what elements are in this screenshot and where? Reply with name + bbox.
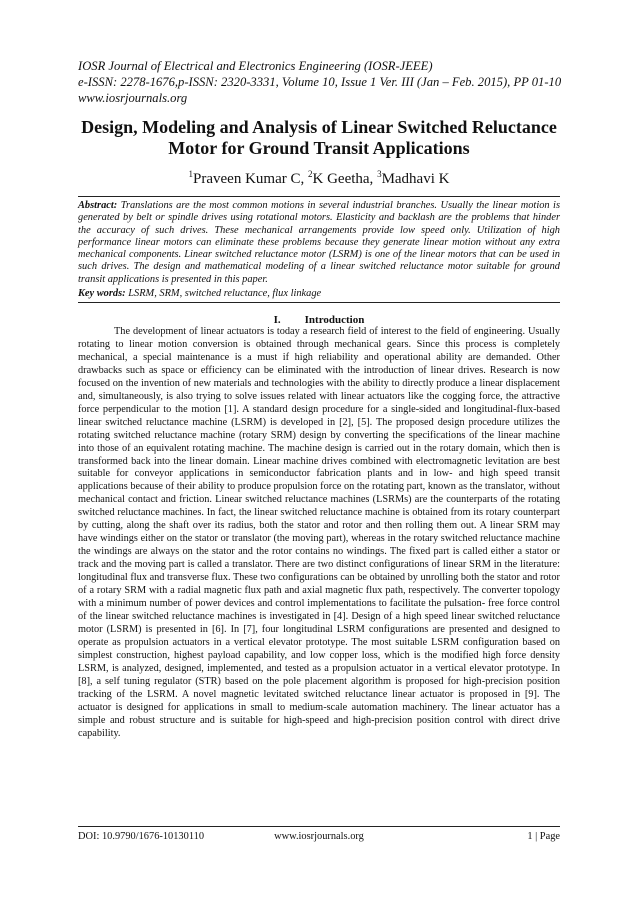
top-divider [78, 196, 560, 197]
footer-page-number: 1 | Page [527, 831, 560, 842]
author-affiliation-mark: 3 [377, 169, 382, 179]
journal-website[interactable]: www.iosrjournals.org [78, 91, 188, 105]
journal-name: IOSR Journal of Electrical and Electronics Engineering (IOSR-JEEE) [78, 59, 433, 73]
abstract-label: Abstract: [78, 200, 118, 211]
keywords-label: Key words: [78, 288, 126, 299]
abstract [78, 200, 560, 286]
introduction-paragraph: The development of linear actuators is today a research field of interest to the field of engineering. Usually rotating to linear motion conversion is obtained through mechanical gears. Since this process is completely mechanical, a special maintenance is a must if high reliability and operational ability are demanded. Other drawbacks such as space or efficiency can be eliminated with the introduction of linear drives. Research is now focused on the invention of new materials and technologies with the ability to directly produce a linear displacement and, simultaneously, is also trying to solve issues related with linear actuators like the cogging force, the attractive force perpendicular to the motion [1]. A standard design procedure for a single-sided and longitudinal-flux-based linear switched reluctance machine (LSRM) is developed in [2], [5]. The proposed design procedure utilizes the rotating switched reluctance machine (rotary SRM) design by converting the specifications of the linear machine into those of an equivalent rotating machine. The machine design is carried out in the rotary domain, which then is transformed back into the linear domain. Linear machine drives combined with electromagnetic levitation are best suitable for conveyor applications in semiconductor fabrication plants and in low- and high speed transit applications because of their ability to produce propulsion force on the rotating part, known as the translator, without mechanical contact and friction. Linear switched reluctance machines (LSRMs) are the counterparts of the rotating switched reluctance machines. In fact, the linear switched reluctance machine is obtained from its rotary counterpart by cutting, along the shaft over its radius, both the stator and rotor and then rolling them out. A linear SRM may have windings either on the stator or translator (the moving part), whereas in the rotary switched reluctance machine the windings are always on the stator and the rotor contains no windings. The fixed part is called either a stator or track and the moving part is called a translator. There are two distinct configurations of linear SRM in the literature: longitudinal flux and transverse flux. These two configurations can be obtained by unrolling both the stator and rotor of a rotary SRM with a radial magnetic flux path and axial magnetic flux path, respectively. The converter topology with a minimum number of power devices and control implementations to facilitate the pulsation- free force control of the linear switched reluctance machines is investigated in [4]. Design of a high speed linear switched reluctance motor (LSRM) is presented in [6]. In [7], four longitudinal LSRM configurations are presented and designed to operate as propulsion actuators in a vertical elevator prototype. The most suitable LSRM configuration based on simplest construction, highest payload capability, and low copper loss, which is the modified high force density LSRM, is analyzed, designed, implemented, and tested as a propulsion actuator in a vertical elevator prototype. In [8], a self tuning regulator (STR) based on the pole placement algorithm is proposed for high-precision position tracking of the LSRM. A novel magnetic levitated switched reluctance linear actuator is proposed in [9]. The actuator is designed for applications in small to medium-scale automation machinery. The linear actuator has a simple and robust structure and is suitable for high-speed and high-precision position control with direct drive capability. [78, 326, 560, 739]
author-name: Madhavi K [381, 171, 450, 187]
introduction-body [78, 326, 560, 741]
section-number: I. [273, 314, 281, 326]
author-name: K Geetha, [312, 171, 378, 187]
journal-header [78, 58, 578, 106]
keywords [78, 287, 560, 300]
title-line-1: Design, Modeling and Analysis of Linear Switched Reluctance [81, 117, 557, 137]
footer-divider [78, 826, 560, 827]
abstract-text: Translations are the most common motions in several industrial branches. Usually the linear motion is generated by belt or spindle drives using rotational motors. Elasticity and backlash are the problems that hinder the accuracy of such drives. These mechanical arrangements provide low speed only. Utilization of high performance linear motors can eliminate these problems because they generate linear motion without any extra mechanical components. Linear switched reluctance motor (LSRM) is one of the linear motors that can be used in such drives. The design and mathematical modeling of a linear switched reluctance motor suitable for ground transit applications is presented in this paper. [78, 200, 560, 285]
author-list [60, 164, 578, 189]
paper-title [60, 117, 578, 159]
author-affiliation-mark: 1 [188, 169, 194, 179]
bottom-divider [78, 302, 560, 303]
footer-website[interactable]: www.iosrjournals.org [274, 831, 364, 842]
section-heading [78, 313, 560, 327]
section-title: Introduction [304, 314, 365, 326]
footer-doi: DOI: 10.9790/1676-10130110 [78, 831, 205, 842]
issn-line: e-ISSN: 2278-1676,p-ISSN: 2320-3331, Volume 10, Issue 1 Ver. III (Jan – Feb. 2015), PP 01-10 [78, 75, 562, 89]
author-affiliation-mark: 2 [308, 169, 313, 179]
author-name: Praveen Kumar C, [193, 171, 308, 187]
title-line-2: Motor for Ground Transit Applications [168, 138, 470, 158]
keywords-text: LSRM, SRM, switched reluctance, flux linkage [125, 288, 322, 299]
